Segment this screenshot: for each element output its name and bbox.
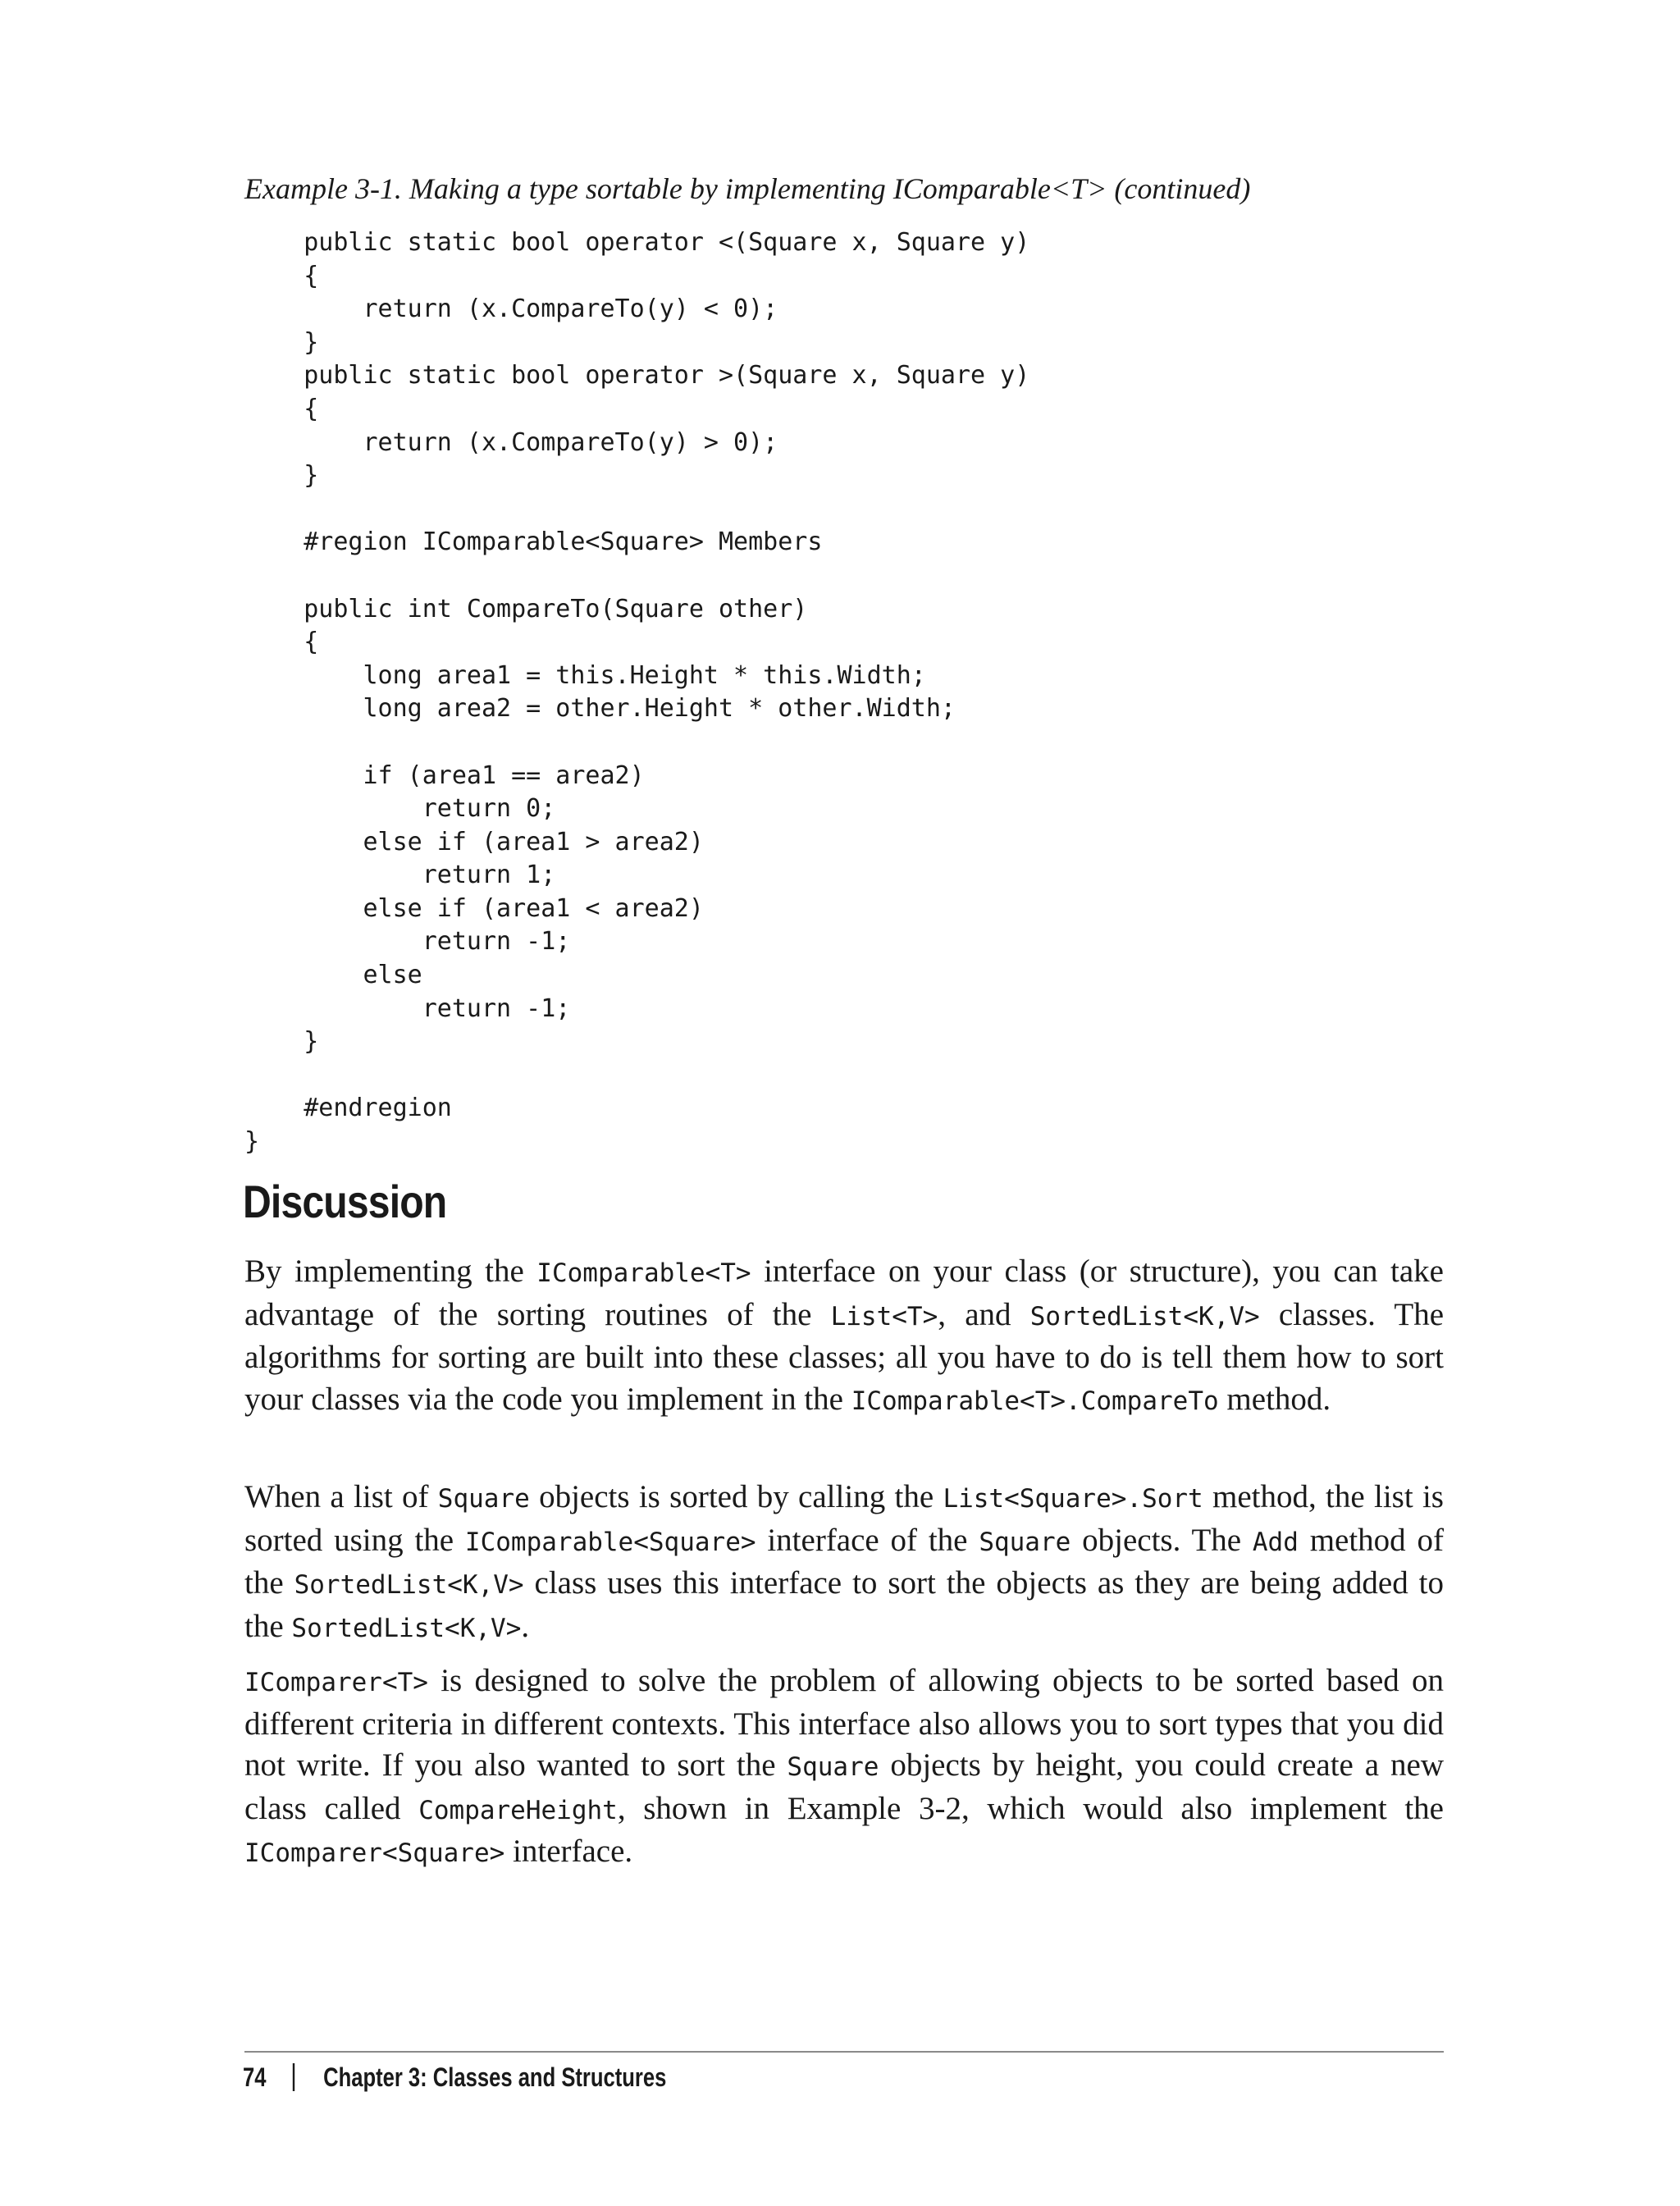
code-listing	[244, 226, 1029, 1159]
text-run: interface.	[504, 1834, 633, 1870]
code-line: }	[244, 327, 319, 357]
code-line: {	[244, 628, 319, 657]
code-line: return 1;	[244, 861, 556, 890]
code-line: {	[244, 394, 319, 423]
text-run: method of the	[244, 1522, 1444, 1601]
text-run: By implementing the	[244, 1254, 537, 1289]
code-line: #region IComparable<Square> Members	[244, 528, 823, 557]
paragraph-3	[244, 1660, 1444, 1875]
text-run: , and	[938, 1296, 1030, 1332]
code-line: long area2 = other.Height * other.Width;	[244, 694, 956, 724]
code-line: public static bool operator <(Square x, Square y)	[244, 228, 1030, 257]
page-number: 74	[243, 2062, 267, 2092]
code-line: }	[244, 1027, 319, 1057]
inline-code: SortedList<K,V>	[1029, 1301, 1260, 1331]
text-run: interface on your class (or structure), you can take advantage of the sorting routines of the	[244, 1254, 1444, 1332]
inline-code: SortedList<K,V>	[294, 1570, 524, 1601]
code-line	[244, 726, 1029, 760]
text-run: classes. The algorithms for sorting are built into these classes; all you have to do is tell them how to sort your classes via the code you implement in the	[244, 1296, 1445, 1417]
code-line: return 0;	[244, 794, 556, 824]
text-run: method.	[1218, 1381, 1331, 1417]
inline-code: Square	[437, 1484, 530, 1514]
code-line: long area1 = this.Height * this.Width;	[244, 660, 926, 690]
code-line: public static bool operator >(Square x, Square y)	[244, 361, 1030, 391]
text-run: objects. The	[1071, 1522, 1253, 1558]
inline-code: Square	[787, 1752, 879, 1783]
inline-code: IComparable<Square>	[464, 1527, 756, 1557]
inline-code: IComparer<T>	[244, 1668, 428, 1697]
inline-code: CompareHeight	[418, 1795, 618, 1825]
code-line: if (area1 == area2)	[244, 760, 645, 790]
code-line: return (x.CompareTo(y) > 0);	[244, 427, 778, 457]
code-line	[244, 493, 1029, 527]
inline-code: List<Square>.Sort	[943, 1484, 1203, 1514]
text-run: , shown in Example 3-2, which would also implement the	[617, 1790, 1444, 1826]
code-line: }	[244, 1127, 260, 1157]
text-run: interface of the	[756, 1522, 979, 1558]
inline-code: List<T>	[830, 1301, 938, 1331]
inline-code: SortedList<K,V>	[291, 1613, 522, 1643]
paragraph-1	[244, 1251, 1444, 1422]
paragraph-2	[244, 1477, 1444, 1649]
text-run: method, the list is sorted using the	[244, 1479, 1444, 1558]
page-footer	[243, 2061, 666, 2094]
code-line: public int CompareTo(Square other)	[244, 594, 808, 623]
code-line: else if (area1 > area2)	[244, 827, 704, 856]
code-line: return (x.CompareTo(y) < 0);	[244, 295, 778, 324]
code-line: }	[244, 461, 319, 491]
code-line: return -1;	[244, 993, 571, 1023]
code-line: {	[244, 261, 319, 290]
code-line	[244, 1059, 1029, 1093]
footer-separator	[292, 2063, 294, 2091]
inline-code: IComparable<T>.CompareTo	[851, 1386, 1219, 1416]
text-run: is designed to solve the problem of allowing objects to be sorted based on different criteria in different contexts. This interface also allows you to sort types that you did not write. If you also wanted to sort the	[244, 1663, 1444, 1784]
inline-code: Square	[979, 1527, 1071, 1557]
text-run: objects by height, you could create a new class called	[244, 1747, 1444, 1826]
text-run: When a list of	[244, 1479, 438, 1514]
text-run: class uses this interface to sort the objects as they are being added to the	[244, 1565, 1444, 1644]
inline-code: IComparable<T>	[536, 1258, 751, 1288]
chapter-title: Chapter 3: Classes and Structures	[323, 2062, 667, 2092]
inline-code: IComparer<Square>	[244, 1838, 505, 1869]
footer-rule	[244, 2051, 1444, 2053]
text-run: objects is sorted by calling the	[529, 1479, 943, 1514]
code-line: return -1;	[244, 927, 571, 957]
code-line: #endregion	[244, 1094, 452, 1123]
code-line: else if (area1 < area2)	[244, 893, 704, 923]
example-caption: Example 3-1. Making a type sortable by implementing IComparable<T> (continued)	[244, 172, 1251, 205]
section-heading: Discussion	[243, 1176, 447, 1227]
code-line	[244, 559, 1029, 593]
inline-code: Add	[1252, 1527, 1299, 1557]
text-run: .	[521, 1608, 530, 1644]
code-line: else	[244, 961, 422, 990]
